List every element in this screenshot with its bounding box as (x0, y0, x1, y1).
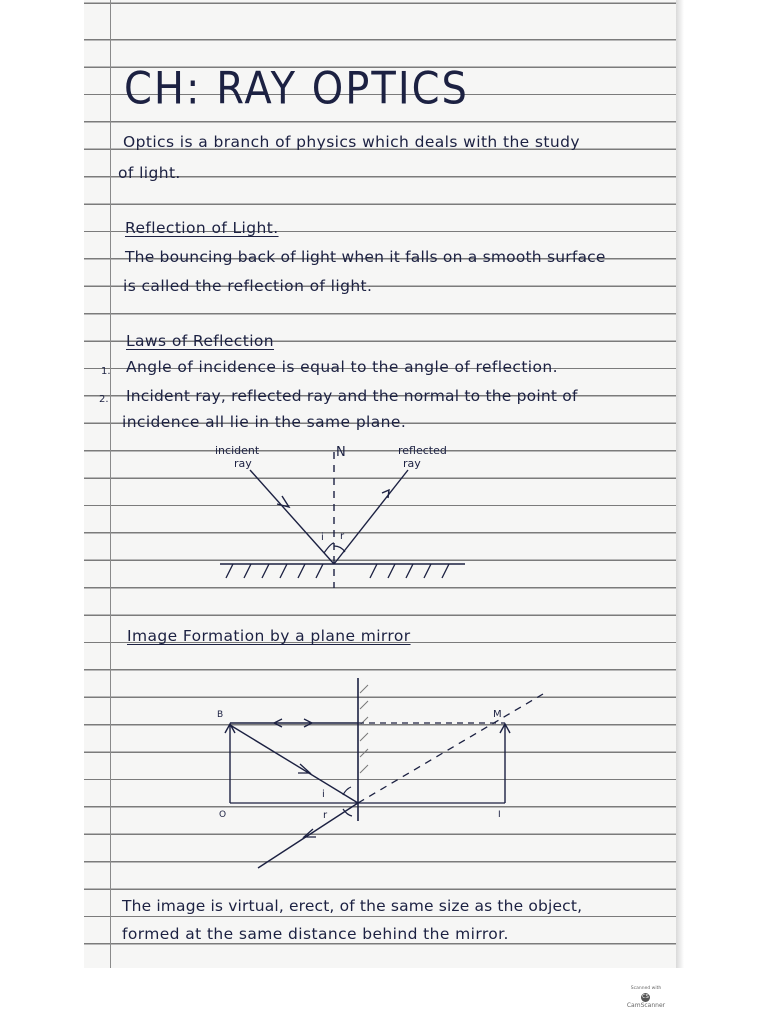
reflection-line-1: The bouncing back of light when it falls on a smooth surface (125, 248, 606, 266)
incident-ray-b (230, 725, 358, 803)
reflected-ray (334, 470, 408, 564)
law-2-number: 2. (99, 394, 109, 405)
image-formation-heading: Image Formation by a plane mirror (127, 627, 411, 645)
laws-heading: Laws of Reflection (126, 332, 275, 350)
reflected-label-1: reflected (398, 444, 447, 457)
camscanner-logo-icon: CS (642, 994, 649, 1000)
point-i-label: I (498, 810, 501, 820)
virtual-ray-extension (358, 694, 543, 803)
incident-ray (250, 470, 334, 564)
conclusion-line-2: formed at the same distance behind the mirror. (122, 925, 509, 943)
reflection-heading: Reflection of Light. (125, 219, 279, 237)
incident-ray-b-arrow (298, 764, 310, 773)
reflected-ray-b-arrow (304, 829, 316, 837)
reflected-ray-b (258, 803, 358, 868)
intro-line-1: Optics is a branch of physics which deals with the study (123, 133, 580, 151)
mirror-hatching (226, 564, 449, 578)
point-m-label: M (493, 709, 502, 720)
law-1-number: 1. (101, 366, 111, 377)
conclusion-line-1: The image is virtual, erect, of the same size as the object, (122, 897, 583, 915)
scanner-line-2: CamScanner (626, 1002, 666, 1009)
reflected-arrow (382, 490, 389, 498)
plane-mirror-hatching (360, 685, 368, 773)
plane-mirror-diagram (200, 675, 560, 875)
reflected-label-2: ray (403, 457, 421, 470)
normal-label: N (336, 445, 346, 460)
angle-r-label-2: r (323, 810, 328, 821)
reflection-line-2: is called the reflection of light. (123, 277, 373, 295)
margin-line (110, 0, 111, 968)
angle-i-arc (324, 543, 334, 553)
law-2-text: Incident ray, reflected ray and the normal to the point of (126, 387, 578, 405)
scanner-line-1: Scanned with (630, 986, 662, 991)
scanner-watermark (624, 986, 668, 1014)
incident-label-2: ray (234, 457, 252, 470)
angle-i-label-2: i (322, 789, 325, 800)
angle-r-label: r (340, 531, 345, 542)
incident-label-1: incident (215, 444, 260, 457)
page-edge-shadow (676, 0, 684, 968)
angle-i-arc-2 (343, 787, 351, 795)
point-b-label: B (217, 710, 224, 720)
angle-i-label: i (321, 532, 324, 543)
law-1-text: Angle of incidence is equal to the angle of reflection. (126, 358, 558, 376)
reflection-diagram (200, 440, 490, 590)
page-title: CH: RAY OPTICS (124, 62, 469, 115)
intro-line-2: of light. (118, 164, 181, 182)
law-2-text-continued: incidence all lie in the same plane. (122, 413, 407, 431)
point-o-label: O (219, 810, 227, 820)
